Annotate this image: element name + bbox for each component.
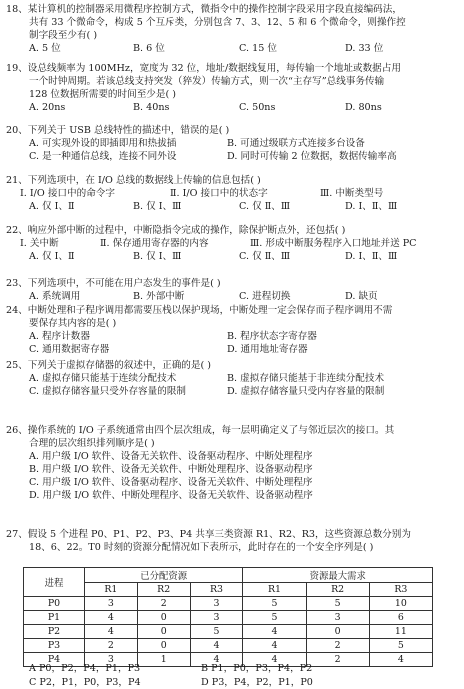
option-c: C. 仅 Ⅱ、Ⅲ — [239, 251, 291, 262]
option-c: C P2，P1，P0，P3，P4 — [29, 677, 141, 688]
table-cell: P4 — [24, 653, 85, 667]
option-d: D. Ⅰ、Ⅱ、Ⅲ — [345, 201, 398, 212]
stem-line: 26、操作系统的 I/O 子系统通常由四个层次组成，每一层明确定义了与邻近层次的接口。其 — [6, 425, 395, 436]
table-cell: 5 — [306, 597, 369, 611]
table-cell: P1 — [24, 611, 85, 625]
options — [6, 200, 458, 213]
table-header-row — [24, 568, 433, 583]
option-d: D. Ⅰ、Ⅱ、Ⅲ — [345, 251, 398, 262]
option-b: B P1，P0，P3，P4，P2 — [201, 663, 313, 674]
table-row — [24, 625, 433, 639]
options — [6, 450, 458, 502]
roman-items — [6, 237, 458, 250]
table-cell: 10 — [369, 597, 432, 611]
stem-line: 21、下列选项中，在 I/O 总线的数据线上传输的信息包括( ) — [6, 175, 261, 186]
option-b: B. 虚拟存储只能基于非连续分配技术 — [227, 373, 385, 384]
header-max-need: 资源最大需求 — [243, 568, 433, 583]
table-cell: 2 — [137, 597, 190, 611]
table-cell: 4 — [243, 639, 306, 653]
option-d: D P3，P4，P2，P1，P0 — [201, 677, 313, 688]
question-stem — [6, 3, 458, 42]
option-d: D. 80ns — [345, 102, 382, 113]
stem-line: 27、假设 5 个进程 P0、P1、P2、P3、P4 共享三类资源 R1、R2、R3，这些资源总数分别为 — [6, 529, 411, 540]
option-d: D. 通用地址寄存器 — [227, 344, 308, 355]
options — [6, 372, 458, 398]
table-cell: 5 — [243, 611, 306, 625]
option-d: D. 虚拟存储容量只受内存容量的限制 — [227, 386, 385, 397]
option-c: C. 仅 Ⅱ、Ⅲ — [239, 201, 291, 212]
option-b: B. 程序状态字寄存器 — [227, 331, 317, 342]
table-cell: 0 — [137, 625, 190, 639]
question-21 — [6, 174, 458, 213]
option-a: A P0，P2，P4，P1，P3 — [29, 663, 141, 674]
stem-line: 25、下列关于虚拟存储器的叙述中，正确的是( ) — [6, 360, 212, 371]
header-process: 进程 — [24, 568, 85, 597]
roman-item: Ⅱ. 保存通用寄存器的内容 — [100, 238, 209, 249]
subheader-cell: R3 — [369, 583, 432, 597]
option-d: D. 缺页 — [345, 291, 378, 302]
option-a: A. 仅 Ⅰ、Ⅱ — [29, 251, 75, 262]
option-b: B. 仅 Ⅰ、Ⅲ — [133, 251, 182, 262]
option-c: C. 用户级 I/O 软件、设备驱动程序、设备无关软件、中断处理程序 — [29, 477, 313, 488]
options — [6, 330, 458, 356]
table-cell: P0 — [24, 597, 85, 611]
question-18 — [6, 3, 458, 55]
roman-item: Ⅲ. 形成中断服务程序入口地址并送 PC — [250, 238, 417, 249]
option-b: B. 仅 Ⅰ、Ⅲ — [133, 201, 182, 212]
table-cell: P2 — [24, 625, 85, 639]
option-c: C. 50ns — [239, 102, 276, 113]
stem-line: 23、下列选项中，不可能在用户态发生的事件是( ) — [6, 278, 221, 289]
stem-line: 制字段至少有( ) — [29, 30, 98, 41]
question-23 — [6, 277, 458, 303]
header-allocated: 已分配资源 — [85, 568, 243, 583]
option-a: A. 5 位 — [29, 43, 61, 54]
stem-line: 合理的层次组织排列顺序是( ) — [29, 438, 155, 449]
option-a: A. 可实现外设的即插即用和热拔插 — [29, 138, 177, 149]
subheader-cell: R3 — [190, 583, 243, 597]
table-row — [24, 639, 433, 653]
table-cell: 0 — [137, 611, 190, 625]
roman-items — [6, 187, 458, 200]
table-row — [24, 611, 433, 625]
option-b: B. 可通过级联方式连接多台设备 — [227, 138, 365, 149]
question-19 — [6, 62, 458, 114]
stem-line: 20、下列关于 USB 总线特性的描述中，错误的是( ) — [6, 125, 230, 136]
table-cell: 4 — [369, 653, 432, 667]
options — [6, 290, 458, 303]
roman-item: Ⅰ. 关中断 — [20, 238, 59, 249]
table-cell: P3 — [24, 639, 85, 653]
option-a: A. 20ns — [29, 102, 66, 113]
option-c: C. 15 位 — [239, 43, 277, 54]
question-26 — [6, 424, 458, 502]
table-cell: 5 — [243, 597, 306, 611]
question-27-options — [29, 660, 401, 688]
table-cell: 0 — [306, 625, 369, 639]
stem-line: 一个时钟周期。若该总线支持突发（猝发）传输方式，则一次“主存写”总线事务传输 — [29, 76, 385, 87]
option-a: A. 程序计数器 — [29, 331, 90, 342]
table-cell: 2 — [306, 653, 369, 667]
subheader-cell: R1 — [85, 583, 138, 597]
table-subheader-row — [24, 583, 433, 597]
table-cell: 4 — [85, 611, 138, 625]
option-a: A. 仅 Ⅰ、Ⅱ — [29, 201, 75, 212]
option-b: B. 外部中断 — [133, 291, 185, 302]
stem-line: 共有 33 个微命令，构成 5 个互斥类，分别包含 7、3、12、5 和 6 个微命令，则操作控 — [29, 17, 406, 28]
table-cell: 3 — [85, 597, 138, 611]
stem-line: 要保存其内容的是( ) — [29, 318, 117, 329]
table-cell: 4 — [85, 625, 138, 639]
question-stem — [6, 62, 458, 101]
option-c: C. 通用数据寄存器 — [29, 344, 110, 355]
roman-item: Ⅱ. I/O 接口中的状态字 — [170, 188, 268, 199]
subheader-cell: R2 — [306, 583, 369, 597]
table-cell: 6 — [369, 611, 432, 625]
subheader-cell: R2 — [137, 583, 190, 597]
stem-line: 22、响应外部中断的过程中，中断隐指令完成的操作，除保护断点外，还包括( ) — [6, 225, 346, 236]
table-cell: 1 — [137, 653, 190, 667]
table-row — [24, 597, 433, 611]
roman-item: Ⅰ. I/O 接口中的命令字 — [20, 188, 115, 199]
question-20 — [6, 124, 458, 163]
table-cell: 0 — [137, 639, 190, 653]
subheader-cell: R1 — [243, 583, 306, 597]
question-25 — [6, 359, 458, 398]
table-cell: 3 — [306, 611, 369, 625]
table-cell: 4 — [190, 653, 243, 667]
stem-line: 18、6、22。T0 时刻的资源分配情况如下表所示，此时存在的一个安全序列是( ) — [29, 542, 374, 553]
question-22 — [6, 224, 458, 263]
table-cell: 3 — [190, 611, 243, 625]
table-cell: 3 — [190, 597, 243, 611]
table-cell: 4 — [243, 625, 306, 639]
option-a: A. 用户级 I/O 软件、设备无关软件、设备驱动程序、中断处理程序 — [29, 451, 313, 462]
option-b: B. 6 位 — [133, 43, 165, 54]
option-a: A. 虚拟存储只能基于连续分配技术 — [29, 373, 177, 384]
option-d: D. 同时可传输 2 位数据，数据传输率高 — [227, 151, 397, 162]
roman-item: Ⅲ. 中断类型号 — [320, 188, 384, 199]
table-cell: 5 — [190, 625, 243, 639]
options — [6, 250, 458, 263]
question-24 — [6, 304, 458, 356]
table-cell: 3 — [85, 653, 138, 667]
option-d: D. 33 位 — [345, 43, 384, 54]
table-cell: 2 — [85, 639, 138, 653]
resource-table — [23, 567, 433, 667]
question-27 — [6, 528, 458, 554]
options — [6, 42, 458, 55]
option-b: B. 40ns — [133, 102, 170, 113]
stem-line: 24、中断处理和子程序调用都需要压栈以保护现场，中断处理一定会保存而子程序调用不需 — [6, 305, 393, 316]
option-c: C. 是一种通信总线，连接不同外设 — [29, 151, 177, 162]
stem-line: 128 位数据所需要的时间至少是( ) — [29, 89, 177, 100]
option-c: C. 进程切换 — [239, 291, 291, 302]
table-cell: 11 — [369, 625, 432, 639]
stem-line: 18、某计算机的控制器采用微程序控制方式，微指令中的操作控制字段采用字段直接编码法， — [6, 4, 402, 15]
option-c: C. 虚拟存储容量只受外存容量的限制 — [29, 386, 187, 397]
table-cell: 4 — [190, 639, 243, 653]
option-a: A. 系统调用 — [29, 291, 81, 302]
table-cell: 5 — [369, 639, 432, 653]
options — [6, 101, 458, 114]
option-d: D. 用户级 I/O 软件、中断处理程序、设备无关软件、设备驱动程序 — [29, 490, 313, 501]
options — [6, 137, 458, 163]
stem-line: 19、设总线频率为 100MHz，宽度为 32 位，地址/数据线复用，每传输一个地址或数据占用 — [6, 63, 401, 74]
table-cell: 4 — [243, 653, 306, 667]
option-b: B. 用户级 I/O 软件、设备无关软件、中断处理程序、设备驱动程序 — [29, 464, 313, 475]
table-cell: 2 — [306, 639, 369, 653]
